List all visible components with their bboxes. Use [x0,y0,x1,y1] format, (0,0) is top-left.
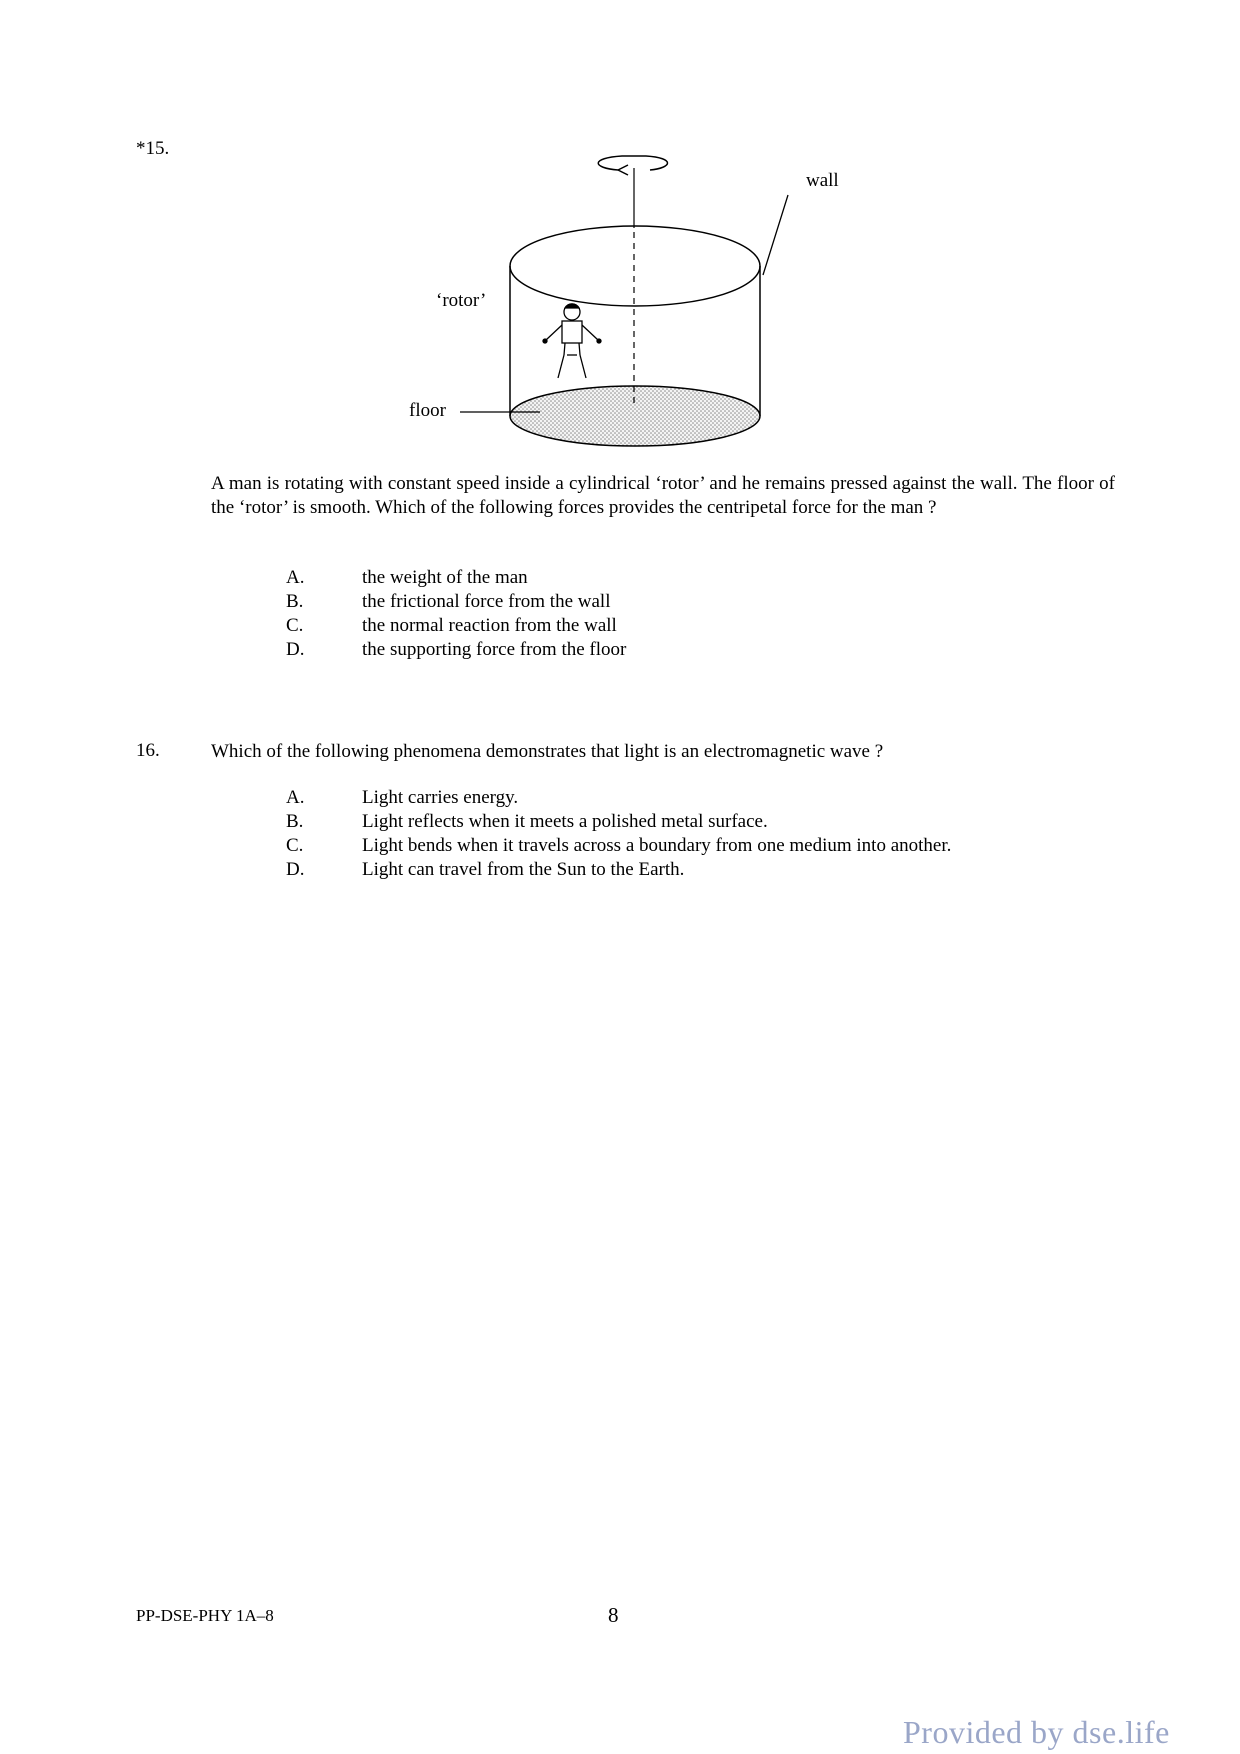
option-text: the frictional force from the wall [362,591,611,612]
option-letter: A. [286,567,305,588]
option-c [286,834,951,858]
option-d [286,858,951,882]
option-letter: A. [286,787,305,808]
question-16-stem: Which of the following phenomena demonstrates that light is an electromagnetic wave ? [211,741,884,762]
question-16-number: 16. [136,740,160,761]
option-a [286,566,626,590]
option-text: the normal reaction from the wall [362,615,617,636]
rotor-label: ‘rotor’ [436,290,487,311]
option-b [286,590,626,614]
option-letter: C. [286,835,304,856]
wall-pointer-line [763,195,788,275]
option-c [286,614,626,638]
option-letter: D. [286,859,305,880]
question-16-options [286,786,951,882]
option-a [286,786,951,810]
rotor-top [510,226,760,306]
option-letter: C. [286,615,304,636]
option-b [286,810,951,834]
rotor-floor [510,386,760,446]
question-15-options [286,566,626,662]
wall-label: wall [806,170,839,191]
option-text: Light bends when it travels across a boundary from one medium into another. [362,835,952,856]
option-letter: D. [286,639,305,660]
option-text: the supporting force from the floor [362,639,627,660]
paper-code: PP-DSE-PHY 1A–8 [136,1606,274,1625]
option-text: the weight of the man [362,567,528,588]
option-text: Light carries energy. [362,787,519,808]
man-figure-icon [543,304,601,378]
question-15-stem: A man is rotating with constant speed inside a cylindrical ‘rotor’ and he remains pressed against the wall. The floor of the ‘rotor’ is smooth. Which of the following forces provides the centripetal force for the man ? [211,473,1115,518]
page-number: 8 [608,1603,619,1627]
option-d [286,638,626,662]
option-text: Light can travel from the Sun to the Earth. [362,859,685,880]
option-text: Light reflects when it meets a polished metal surface. [362,811,768,832]
rotation-arrow-icon [598,156,667,175]
question-15-number: *15. [136,138,170,159]
floor-label: floor [409,400,446,421]
option-letter: B. [286,591,304,612]
watermark: Provided by dse.life [903,1714,1170,1750]
option-letter: B. [286,811,304,832]
